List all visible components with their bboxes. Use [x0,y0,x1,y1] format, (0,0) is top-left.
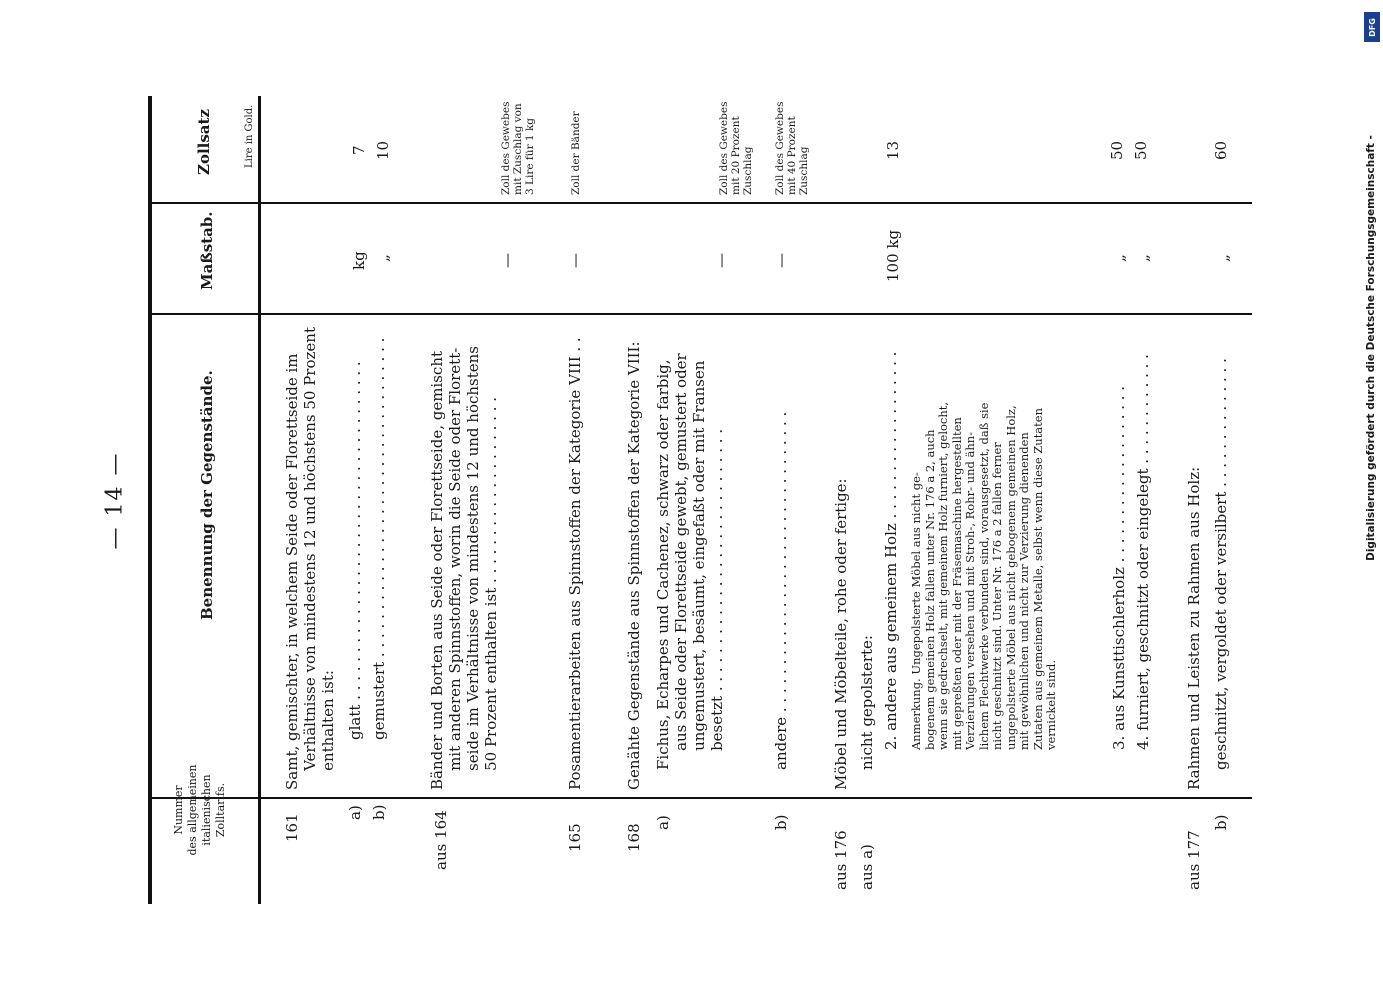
number-column-rule [152,797,1252,799]
credit-text: Digitalisierung gefördert durch die Deutsche Forschungsgemeinschaft - [1365,135,1377,561]
row-168b-number: b) [772,814,790,830]
row-161a-rate: 7 [350,145,368,155]
page-number: — 14 — [102,451,128,549]
row-168b-description: andere . . . . . . . . . . . . . . . . . . . . . . . . . . . . . . . . [772,411,790,770]
row-168-number: 168 [625,823,643,852]
row-168b-unit: — [772,253,790,268]
description-column-rule [152,313,1252,315]
row-176-description: Möbel und Möbelteile, rohe oder fertige: [832,478,850,790]
row-165-rate: Zoll der Bänder [570,111,582,195]
row-168a-number: a) [654,815,672,830]
row-176a2-unit: 100 kg [884,229,902,282]
row-161-description: Samt, gemischter, in welchem Seide oder Florettseide im Verhältnisse von mindestens 12 und höchstens 50 Prozent enthalten ist: [283,327,337,790]
row-161b-number: b) [370,804,388,820]
row-176a4-unit: „ [1134,254,1152,262]
row-168b-rate: Zoll des Gewebes mit 40 Prozent Zuschlag [774,101,810,195]
header-description: Benennung der Gegenstände. [198,370,216,620]
funding-credit [1356,8,1383,608]
row-168a-rate: Zoll des Gewebes mit 20 Prozent Zuschlag [718,101,754,195]
header-rate: Zollsatz [195,109,213,175]
row-176a3-description: 3. aus Kunsttischlerholz . . . . . . . . . . . . . . . . . . . [1110,385,1128,750]
unit-column-rule [152,202,1252,204]
row-177b-rate: 60 [1212,140,1230,160]
row-177b-unit: „ [1214,254,1232,262]
row-176a3-rate: 50 [1108,140,1126,160]
header-number: Nummer des allgemeinen italienischen Zolltarifs. [172,764,227,856]
row-177-number: aus 177 [1185,830,1203,890]
row-177b-number: b) [1212,814,1230,830]
row-176a2-rate: 13 [884,140,902,160]
row-161b-rate: 10 [374,140,392,160]
row-161b-unit: „ [374,254,392,262]
row-176-number: aus 176 [832,830,850,890]
row-164-unit: — [498,253,516,268]
header-unit: Maßstab. [198,211,216,290]
row-168a-unit: — [712,253,730,268]
row-165-unit: — [566,253,584,268]
header-rate-currency: Lire in Gold. [244,104,255,168]
furniture-note: Anmerkung. Ungepolsterte Möbel aus nicht ge- bogenem gemeinen Holz fallen unter Nr. 176 a 2, auch wenn sie gedrechselt, mit gemeinem Holz furniert, gelocht, mit gepreßten oder mit der Fräsemaschine hergestellten Verzierungen versehen und mit Stroh-, Rohr- und ähn- lichem Flechtwerke verbunden sind, vorausgesetzt, daß sie nicht geschnitzt sind. Unter Nr. 176 a 2 fallen ferner ungepolsterte Möbel aus nicht gebogenem gemeinen Holz, mit gewöhnlichen und nicht zur Verzierung dienenden Zutaten aus gemeinem Metalle, selbst wenn diese Zutaten vernickelt sind. [909,401,1058,750]
dfg-logo: DFG [1364,12,1380,42]
row-176a4-description: 4. furniert, geschnitzt oder eingelegt . . . . . . . . . . . . [1134,354,1152,750]
row-161a-description: glatt . . . . . . . . . . . . . . . . . . . . . . . . . . . . . . . . . . . . [346,361,364,740]
row-161b-description: gemustert . . . . . . . . . . . . . . . . . . . . . . . . . . . . . . . . . . [370,337,388,740]
row-165-description: Posamentierarbeiten aus Spinnstoffen der Kategorie VIII . . [566,337,584,790]
row-161a-unit: kg [350,251,368,270]
row-176a-number: aus a) [858,844,876,890]
row-164-number: aus 164 [432,810,450,870]
row-161-number: 161 [283,813,301,842]
row-176a4-rate: 50 [1132,140,1150,160]
row-168-description: Genähte Gegenstände aus Spinnstoffen der Kategorie VIII: [625,341,643,790]
header-rule [258,96,261,904]
row-176a2-description: 2. andere aus gemeinem Holz . . . . . . . . . . . . . . . . . . [882,351,900,750]
row-168a-description: Fichus, Echarpes und Cachenez, schwarz oder farbig, aus Seide oder Florettseide gewebt, gemustert oder ungemustert, besäumt, eingefaßt oder mit Fransen besetzt . . . . . . . . . . . . . . . . . . . . . . . . . . . . [654,353,726,770]
row-161a-number: a) [346,805,364,820]
row-176a3-unit: „ [1110,254,1128,262]
row-176a-description: nicht gepolsterte: [858,635,876,770]
row-164-description: Bänder und Borten aus Seide oder Florettseide, gemischt mit anderen Spinnstoffen, worin die Seide oder Florett- seide im Verhältnisse von mindestens 12 und höchstens 50 Prozent enthalten ist . . . . . . . . . . . . . . . . . . . . [428,346,500,790]
row-164-rate: Zoll des Gewebes mit Zuschlag von 3 Lire für 1 kg [500,101,536,195]
row-165-number: 165 [566,823,584,852]
row-177-description: Rahmen und Leisten zu Rahmen aus Holz: [1185,466,1203,790]
row-177b-description: geschnitzt, vergoldet oder versilbert . . . . . . . . . . . . . . [1212,358,1230,770]
table-top-rule [148,96,152,904]
